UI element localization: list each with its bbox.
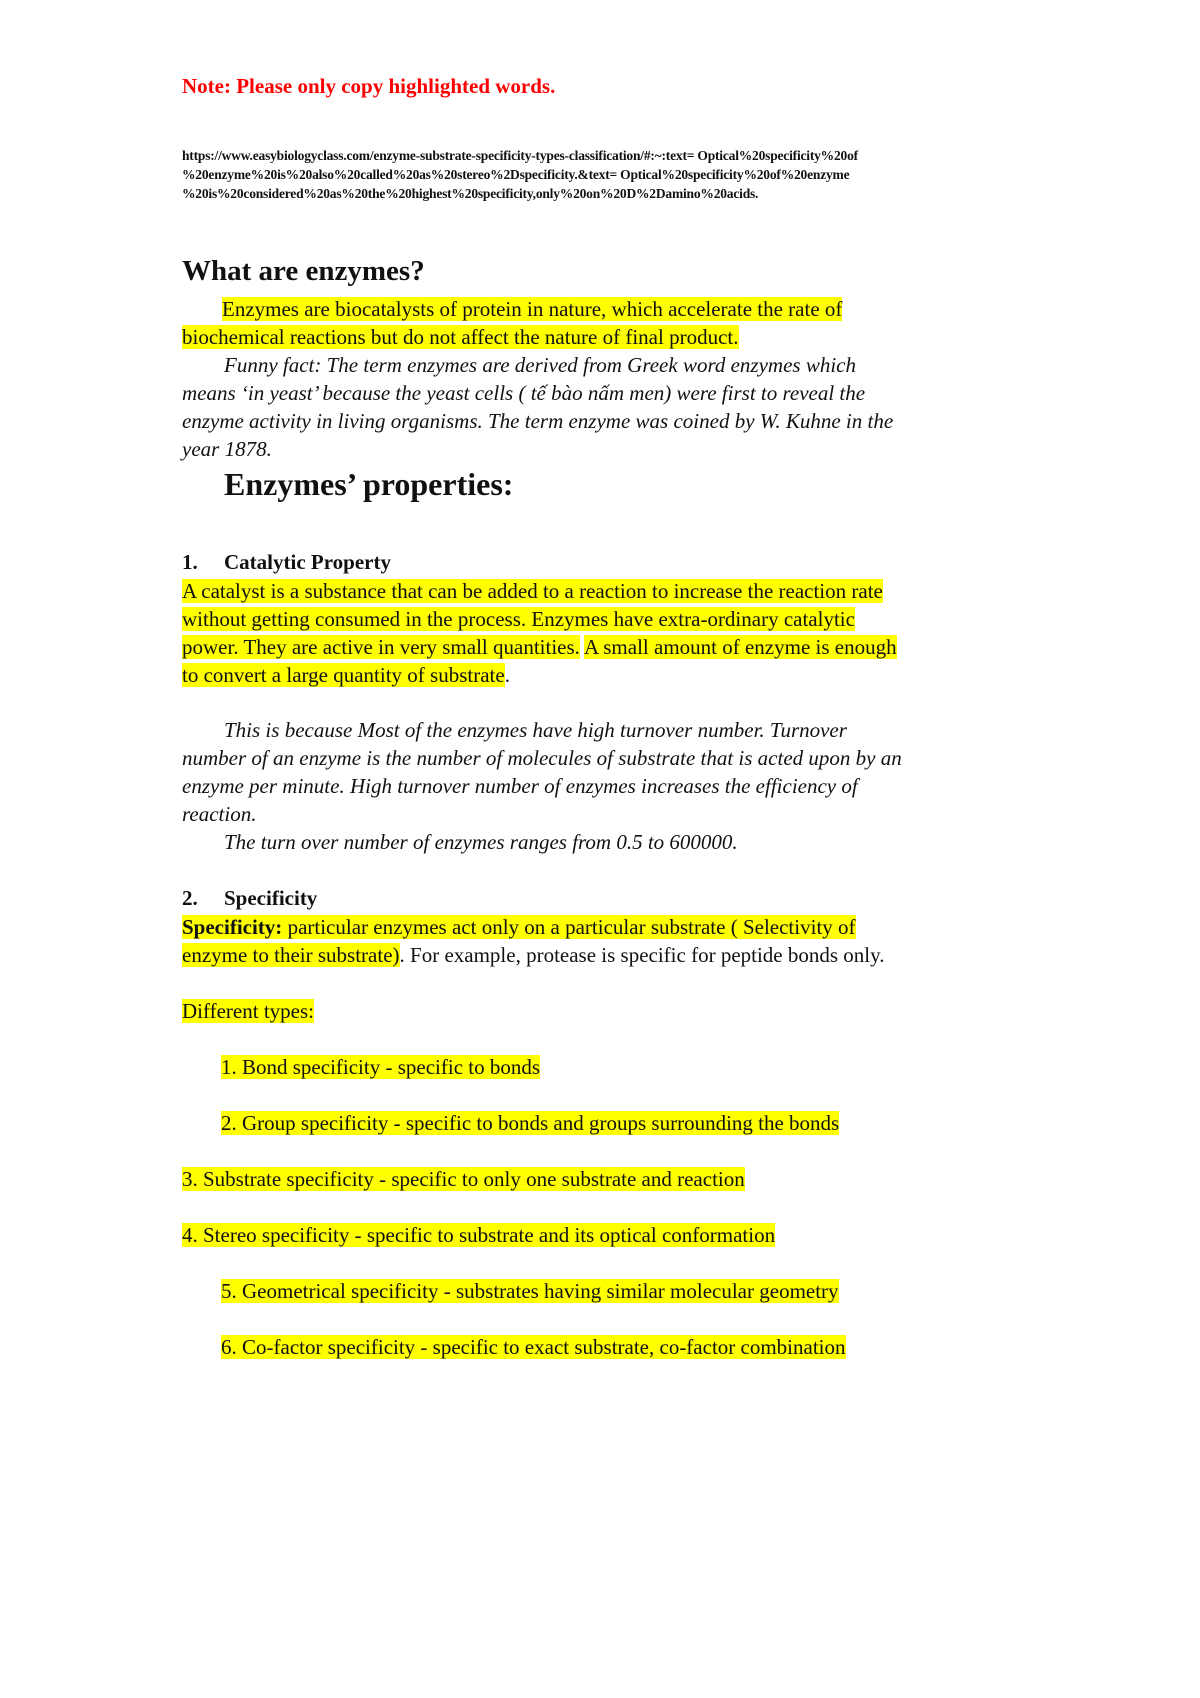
- fun-fact-line: Funny fact: The term enzymes are derived from Greek word enzymes which: [224, 353, 856, 377]
- types-label: [182, 997, 314, 1025]
- list-number: 1.: [182, 550, 198, 574]
- specificity-line: [182, 941, 885, 969]
- subheading-catalytic-property: [182, 550, 391, 575]
- highlighted-text: Enzymes are biocatalysts of protein in nature, which accelerate the rate of: [222, 297, 843, 321]
- subheading-label: Specificity: [224, 886, 318, 910]
- highlighted-text: A small amount of enzyme is enough: [584, 635, 897, 659]
- catalytic-line: [182, 605, 855, 633]
- type-list-item: [182, 1221, 775, 1249]
- subheading-label: Catalytic Property: [224, 550, 391, 574]
- highlighted-text: power. They are active in very small quantities.: [182, 635, 580, 659]
- definition-line: [182, 323, 739, 351]
- section-heading-what-are-enzymes: What are enzymes?: [182, 255, 425, 287]
- type-list-item: [221, 1277, 839, 1305]
- type-list-item: [221, 1109, 839, 1137]
- type-list-item: [221, 1333, 846, 1361]
- highlighted-text: enzyme to their substrate): [182, 943, 400, 967]
- type-list-item: [182, 1165, 745, 1193]
- turnover-line: enzyme per minute. High turnover number of enzymes increases the efficiency of: [182, 774, 858, 798]
- highlighted-text: A catalyst is a substance that can be added to a reaction to increase the reaction rate: [182, 579, 883, 603]
- highlighted-text: 5. Geometrical specificity - substrates having similar molecular geometry: [221, 1279, 839, 1303]
- turnover-line: number of an enzyme is the number of molecules of substrate that is acted upon by an: [182, 746, 902, 770]
- source-url-line: %20is%20considered%20as%20the%20highest%20specificity,only%20on%20D%2Damino%20acids.: [182, 186, 759, 201]
- catalytic-line: [182, 633, 897, 661]
- type-list-item: [221, 1053, 540, 1081]
- highlighted-text: without getting consumed in the process. Enzymes have extra-ordinary catalytic: [182, 607, 855, 631]
- specificity-line: [182, 913, 856, 941]
- sentence-end: .: [504, 663, 510, 687]
- source-url-line: %20enzyme%20is%20also%20called%20as%20stereo%2Dspecificity.&text= Optical%20specificity%20of%20enzyme: [182, 167, 850, 182]
- highlighted-text: 3. Substrate specificity - specific to only one substrate and reaction: [182, 1167, 745, 1191]
- highlighted-text: 4. Stereo specificity - specific to substrate and its optical conformation: [182, 1223, 776, 1247]
- highlighted-text: Specificity:: [182, 915, 283, 939]
- highlighted-text: to convert a large quantity of substrate: [182, 663, 505, 687]
- highlighted-text: Different types:: [182, 999, 314, 1023]
- source-url-line: https://www.easybiologyclass.com/enzyme-substrate-specificity-types-classification/#:~:text= Optical%20specificity%20of: [182, 148, 858, 163]
- note-text: Note: Please only copy highlighted words.: [182, 74, 556, 98]
- turnover-line: The turn over number of enzymes ranges from 0.5 to 600000.: [224, 830, 738, 854]
- fun-fact-line: year 1878.: [182, 437, 272, 461]
- plain-text: . For example, protease is specific for peptide bonds only.: [399, 943, 885, 967]
- highlighted-text: biochemical reactions but do not affect the nature of final product.: [182, 325, 739, 349]
- catalytic-line: [182, 577, 883, 605]
- list-number: 2.: [182, 886, 198, 910]
- highlighted-text: particular enzymes act only on a particular substrate ( Selectivity of: [282, 915, 856, 939]
- section-heading-properties: Enzymes’ properties:: [224, 466, 514, 502]
- turnover-line: reaction.: [182, 802, 257, 826]
- definition-line: [222, 295, 842, 323]
- fun-fact-line: enzyme activity in living organisms. The term enzyme was coined by W. Kuhne in the: [182, 409, 894, 433]
- fun-fact-line: means ‘in yeast’ because the yeast cells ( tế bào nấm men) were first to reveal the: [182, 381, 866, 405]
- highlighted-text: 2. Group specificity - specific to bonds and groups surrounding the bonds: [221, 1111, 840, 1135]
- highlighted-text: 6. Co-factor specificity - specific to exact substrate, co-factor combination: [221, 1335, 846, 1359]
- highlighted-text: 1. Bond specificity - specific to bonds: [221, 1055, 541, 1079]
- turnover-line: This is because Most of the enzymes have high turnover number. Turnover: [224, 718, 847, 742]
- subheading-specificity: [182, 886, 317, 911]
- catalytic-line: [182, 661, 510, 689]
